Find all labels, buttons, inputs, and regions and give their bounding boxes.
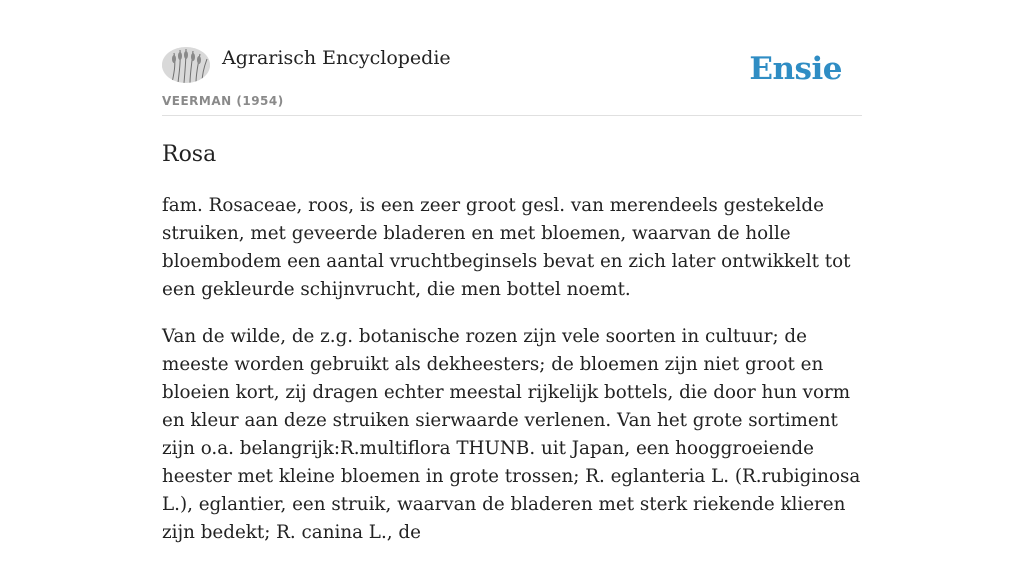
entry-title: Rosa	[162, 142, 217, 167]
entry-paragraph: Van de wilde, de z.g. botanische rozen zijn vele soorten in cultuur; de meeste worden gebruikt als dekheesters; de bloemen zijn niet groot en bloeien kort, zij dragen echter meestal rijkelijk bottels, die door hun vorm en kleur aan deze struiken sierwaarde verlenen. Van het grote sortiment zijn o.a. belangrijk:R.multiflora THUNB. uit Japan, een hooggroeiende heester met kleine bloemen in grote trossen; R. eglanteria L. (R.rubiginosa L.), eglantier, een struik, waarvan de bladeren met sterk riekende klieren zijn bedekt; R. canina L., de	[162, 326, 861, 543]
page	[162, 0, 862, 543]
brand-logo[interactable]: Ensie	[749, 51, 842, 87]
source-title[interactable]: Agrarisch Encyclopedie	[222, 47, 451, 69]
wheat-thumbnail-icon[interactable]	[162, 47, 210, 83]
entry-paragraph: fam. Rosaceae, roos, is een zeer groot gesl. van merendeels gestekelde struiken, met geveerde bladeren en met bloemen, waarvan de holle bloembodem een aantal vruchtbeginsels bevat en zich later ontwikkelt tot een gekleurde schijnvrucht, die men bottel noemt.	[162, 195, 851, 300]
wheat-illustration	[162, 47, 210, 83]
source-subtitle: VEERMAN (1954)	[162, 94, 284, 108]
entry-body	[162, 192, 862, 566]
header	[162, 0, 862, 116]
